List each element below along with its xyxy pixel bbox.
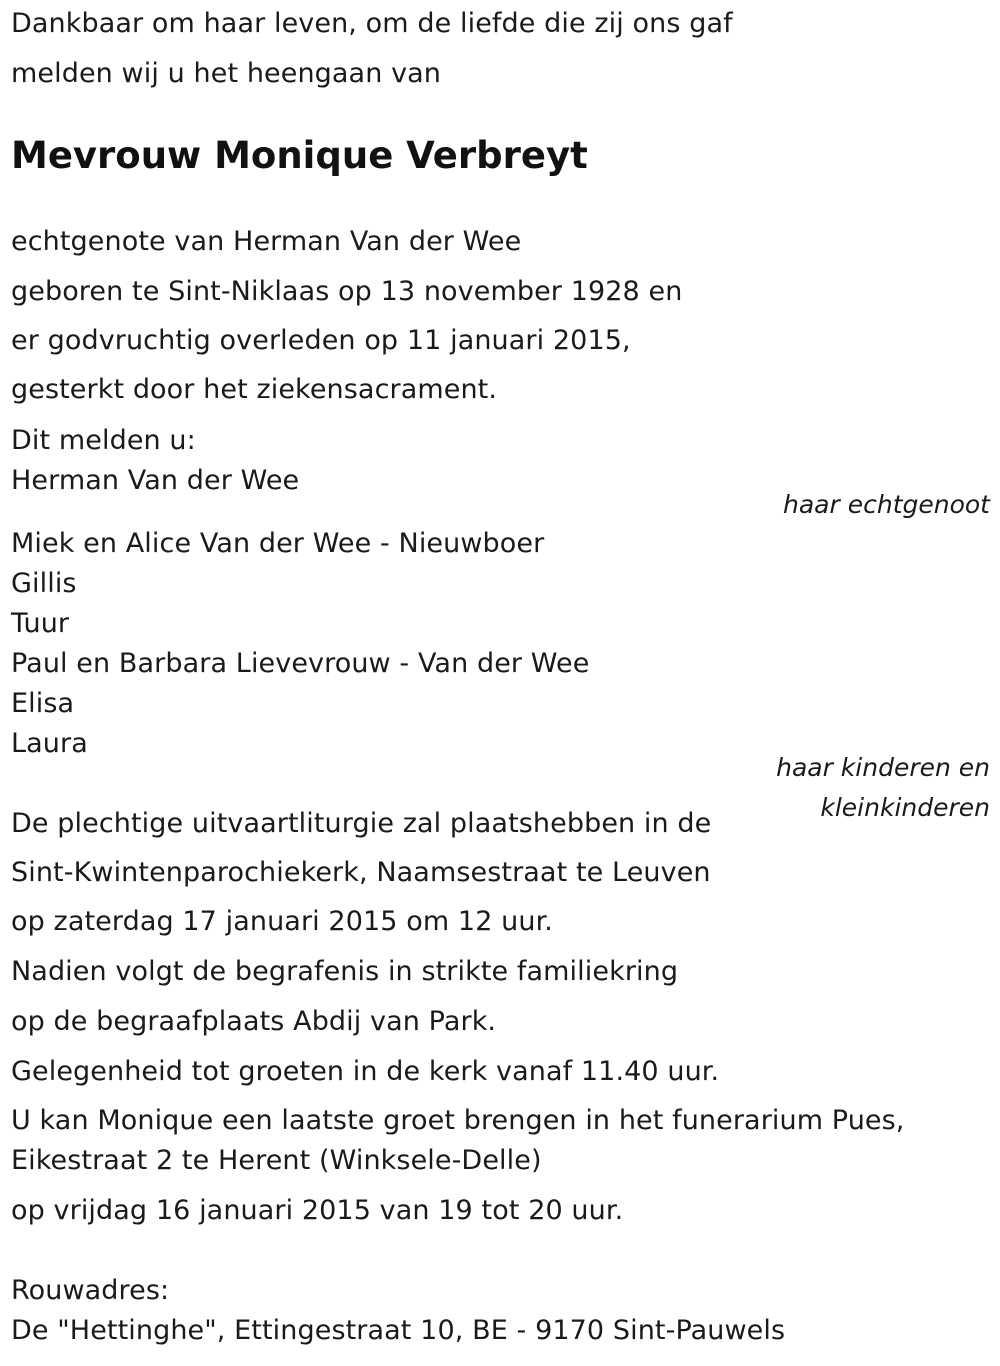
family-role-line-2: kleinkinderen [820, 793, 990, 822]
ceremony-line-3: op zaterdag 17 januari 2015 om 12 uur. [11, 906, 553, 937]
intro-line-2: melden wij u het heengaan van [11, 58, 442, 89]
family-member: Tuur [11, 608, 70, 639]
ceremony-line-4: Nadien volgt de begrafenis in strikte familiekring [11, 956, 679, 987]
announcer-spouse-name: Herman Van der Wee [11, 465, 300, 496]
family-member: Elisa [11, 688, 75, 719]
address-heading: Rouwadres: [11, 1275, 170, 1306]
ceremony-line-1: De plechtige uitvaartliturgie zal plaatshebben in de [11, 808, 712, 839]
sacrament-line: gesterkt door het ziekensacrament. [11, 374, 498, 405]
ceremony-line-5: op de begraafplaats Abdij van Park. [11, 1006, 497, 1037]
deceased-name: Mevrouw Monique Verbreyt [11, 134, 588, 177]
spouse-line: echtgenote van Herman Van der Wee [11, 226, 522, 257]
ceremony-line-6: Gelegenheid tot groeten in de kerk vanaf 11.40 uur. [11, 1056, 720, 1087]
address-value: De "Hettinghe", Ettingestraat 10, BE - 9170 Sint-Pauwels [11, 1315, 786, 1346]
ceremony-line-8: Eikestraat 2 te Herent (Winksele-Delle) [11, 1145, 542, 1176]
family-member: Gillis [11, 568, 77, 599]
birth-line: geboren te Sint-Niklaas op 13 november 1928 en [11, 276, 683, 307]
death-line: er godvruchtig overleden op 11 januari 2015, [11, 325, 631, 356]
ceremony-line-7: U kan Monique een laatste groet brengen in het funerarium Pues, [11, 1105, 905, 1136]
announcer-spouse-role: haar echtgenoot [783, 490, 990, 519]
ceremony-line-9: op vrijdag 16 januari 2015 van 19 tot 20 uur. [11, 1195, 624, 1226]
ceremony-line-2: Sint-Kwintenparochiekerk, Naamsestraat te Leuven [11, 857, 711, 888]
family-member: Miek en Alice Van der Wee - Nieuwboer [11, 528, 545, 559]
family-role-line-1: haar kinderen en [776, 753, 990, 782]
intro-line-1: Dankbaar om haar leven, om de liefde die zij ons gaf [11, 8, 733, 39]
family-member: Paul en Barbara Lievevrouw - Van der Wee [11, 648, 590, 679]
announcers-heading: Dit melden u: [11, 425, 196, 456]
family-member: Laura [11, 728, 88, 759]
